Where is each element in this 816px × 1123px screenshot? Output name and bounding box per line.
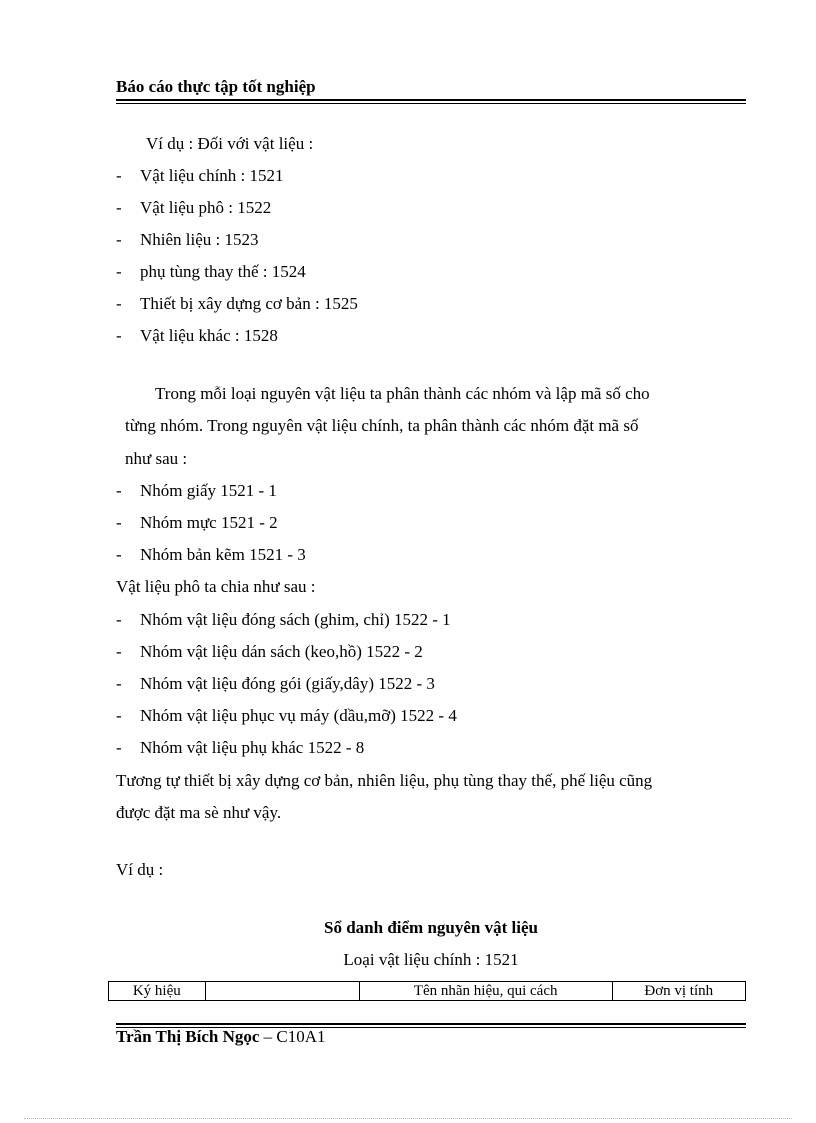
page-edge-divider: [24, 1118, 792, 1119]
table-header-row: [109, 982, 746, 1001]
closing-line: Tương tự thiết bị xây dựng cơ bản, nhiên liệu, phụ tùng thay thế, phế liệu cũng: [116, 771, 653, 790]
column-header: Ký hiệu: [109, 982, 206, 1001]
column-header: Đơn vị tính: [612, 982, 745, 1001]
sub-intro-text: Vật liệu phô ta chia như sau :: [116, 577, 316, 596]
document-page: Báo cáo thực tập tốt nghiệp Ví dụ : Đối với vật liệu : - Vật liệu chính : 1521 - Vật liệu phô : 1522 - Nhiên liệu : 1523 - phụ tùng thay thế : 1524 - Thiết bị xây dựng cơ bản : 1525 - Vật liệu khác : 1528 Trong mỗi loại nguyên vật liệu ta phân thành các nhóm và lập mã số cho từng nhóm. Trong nguyên vật liệu chính, ta phân thành các nhóm đặt mã số như sau : - Nhóm giấy 1521 - 1 - Nhóm mực 1521 - 2 - Nhóm bản kẽm 1521 - 3 Vật liệu phô ta chia như sau : - Nhóm vật liệu đóng sách (ghim, chỉ) 1522 - 1 - Nhóm vật liệu dán sách (keo,hồ) 1522 - 2 - Nhóm vật liệu đóng gói (giấy,dây) 1522 - 3 - Nhóm vật liệu phục vụ máy (dầu,mỡ) 1522 - 4 - Nhóm vật liệu phụ khác 1522 - 8 Tương tự thiết bị xây dựng cơ bản, nhiên liệu, phụ tùng thay thế, phế liệu cũng được đặt ma sè như vậy. Ví dụ : Sổ danh điểm nguyên vật liệu Loại vật liệu chính : 1521 Ký hiệu Tên nhãn hiệu, qui cách Đơn vị tính Trần Thị Bích Ngọc – C10A1: [0, 0, 816, 1123]
column-header: [205, 982, 359, 1001]
footer: [116, 1027, 326, 1047]
ledger-subtitle: Loại vật liệu chính : 1521: [343, 950, 519, 969]
closing-line: được đặt ma sè như vậy.: [116, 803, 282, 822]
footer-separator: –: [259, 1027, 277, 1046]
ledger-title: Sổ danh điểm nguyên vật liệu: [324, 918, 538, 937]
header-rule: [116, 99, 746, 104]
author-name: Trần Thị Bích Ngọc: [116, 1027, 260, 1046]
ledger-table: [108, 981, 746, 1001]
header-title: Báo cáo thực tập tốt nghiệp: [116, 77, 316, 96]
paragraph-line: Trong mỗi loại nguyên vật liệu ta phân thành các nhóm và lập mã số cho: [155, 384, 650, 403]
column-header: Tên nhãn hiệu, qui cách: [359, 982, 612, 1001]
example-label: Ví dụ :: [116, 860, 164, 879]
class-code: C10A1: [276, 1027, 326, 1046]
intro-text: Ví dụ : Đối với vật liệu :: [146, 134, 314, 153]
paragraph-line: từng nhóm. Trong nguyên vật liệu chính, ta phân thành các nhóm đặt mã số: [125, 416, 639, 435]
paragraph-line: như sau :: [125, 449, 188, 468]
